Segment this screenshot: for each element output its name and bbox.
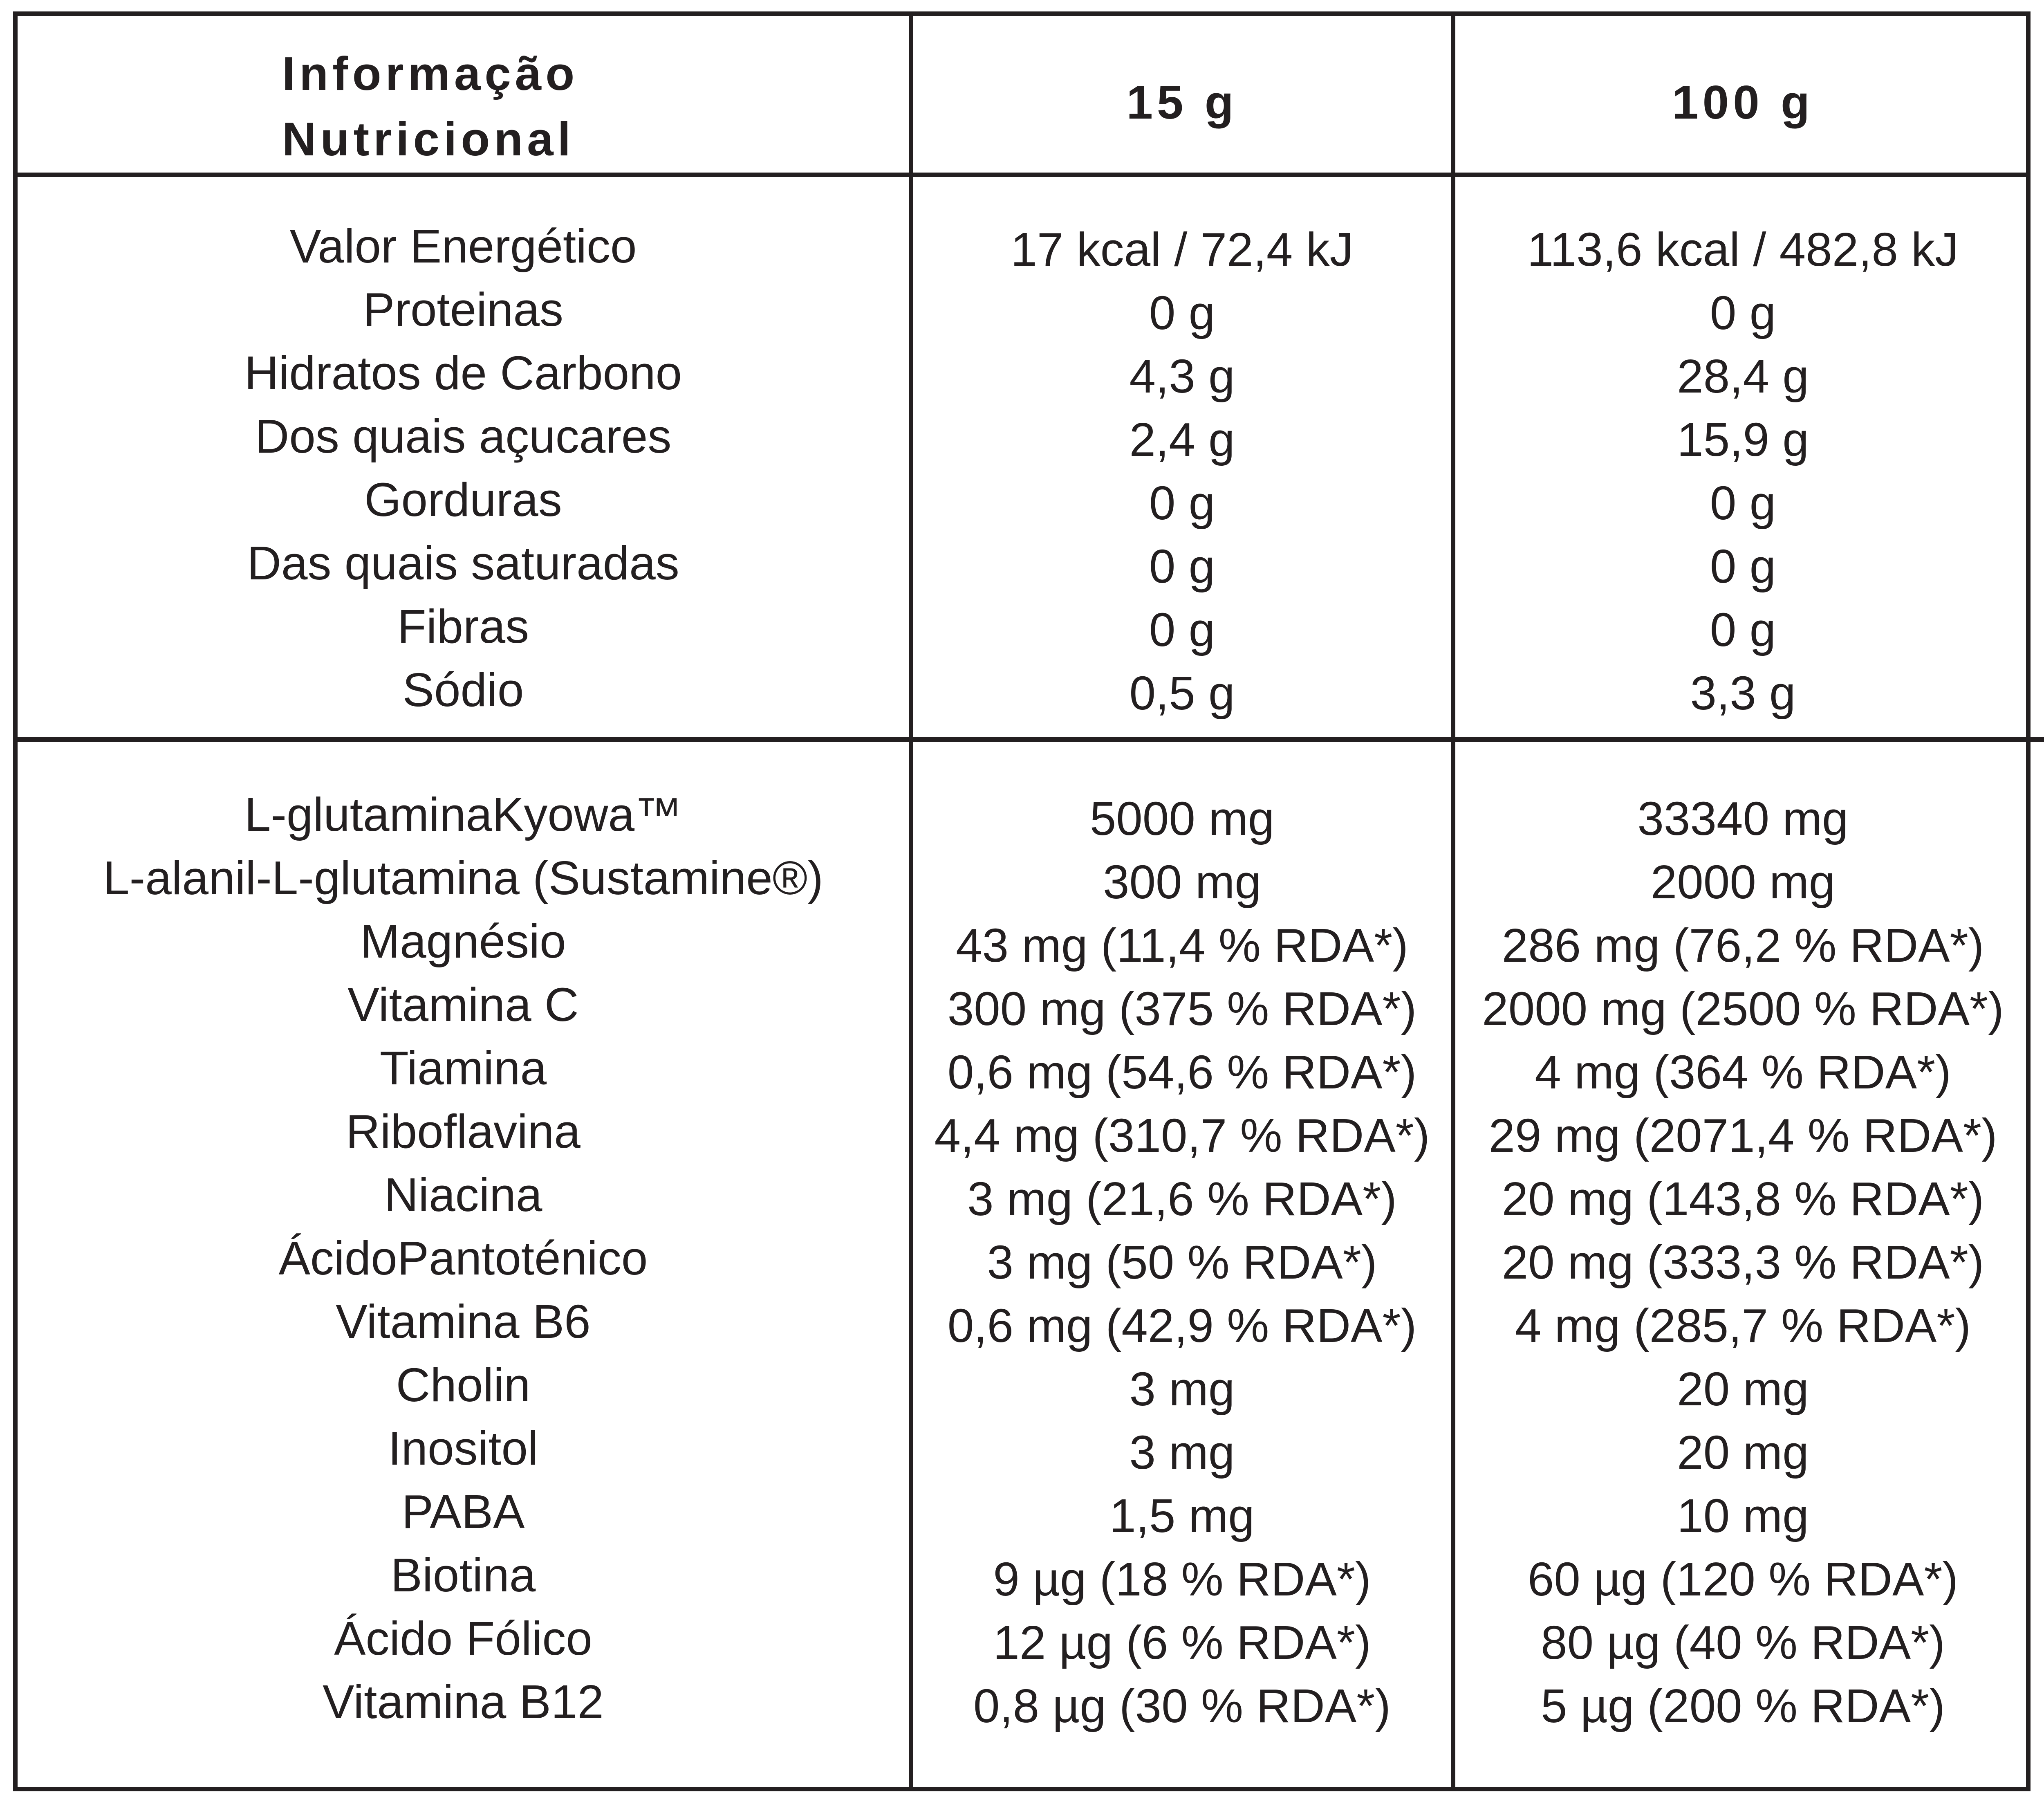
nutrient-value-100g: 4 mg (364 % RDA*) [1535, 1046, 1951, 1099]
nutrient-name: Gorduras [364, 473, 562, 526]
nutrient-value-15g: 17 kcal / 72,4 kJ [1011, 223, 1354, 276]
nutrient-name: Inositol [388, 1422, 538, 1475]
nutrient-value-15g: 3 mg [1129, 1362, 1235, 1416]
nutrient-value-100g: 20 mg (143,8 % RDA*) [1502, 1172, 1984, 1225]
nutrient-value-15g: 3 mg [1129, 1426, 1235, 1479]
nutrient-value-15g: 0 g [1149, 603, 1215, 656]
nutrient-name: Vitamina B12 [323, 1675, 604, 1728]
column-header-100g-label: 100 g [1672, 76, 1814, 129]
nutrient-name: Riboflavina [346, 1105, 580, 1158]
table-title-line2: Nutricional [282, 112, 575, 166]
nutrient-value-100g: 4 mg (285,7 % RDA*) [1515, 1299, 1971, 1352]
nutrient-value-100g: 0 g [1710, 286, 1776, 339]
nutrient-value-100g: 2000 mg [1650, 855, 1836, 909]
nutrient-value-15g: 0,5 g [1129, 666, 1235, 720]
column-divider-2 [1451, 11, 1455, 1791]
nutrient-value-15g: 0,6 mg (54,6 % RDA*) [947, 1046, 1417, 1099]
nutrient-value-15g: 4,4 mg (310,7 % RDA*) [934, 1109, 1430, 1162]
nutrient-value-100g: 20 mg (333,3 % RDA*) [1502, 1236, 1984, 1289]
nutrient-name: PABA [401, 1485, 525, 1538]
nutrient-value-15g: 4,3 g [1129, 350, 1235, 403]
nutrient-name: Vitamina B6 [336, 1295, 591, 1348]
nutrient-value-15g: 43 mg (11,4 % RDA*) [956, 919, 1408, 972]
nutrient-value-15g: 3 mg (21,6 % RDA*) [967, 1172, 1397, 1225]
nutrient-value-100g: 80 µg (40 % RDA*) [1541, 1616, 1945, 1669]
section2-nutrient-names [18, 783, 909, 1734]
nutrient-value-15g: 0 g [1149, 286, 1215, 339]
nutrient-name: Dos quais açucares [255, 410, 672, 463]
nutrient-value-100g: 15,9 g [1677, 413, 1809, 466]
table-title [282, 41, 854, 172]
column-header-15g [913, 70, 1451, 135]
section2-values-100g [1455, 787, 2031, 1738]
nutrient-value-100g: 0 g [1710, 603, 1776, 656]
nutrient-value-15g: 2,4 g [1129, 413, 1235, 466]
nutrient-value-15g: 9 µg (18 % RDA*) [993, 1553, 1371, 1606]
nutrient-value-15g: 300 mg [1103, 855, 1261, 909]
nutrient-value-100g: 10 mg [1677, 1489, 1809, 1542]
nutrient-name: Cholin [396, 1358, 531, 1411]
nutrient-name: Hidratos de Carbono [244, 346, 682, 399]
table-title-line1: Informação [282, 47, 579, 100]
section1-nutrient-names [18, 215, 909, 722]
nutrient-name: Magnésio [360, 915, 566, 968]
nutrient-name: Valor Energético [289, 220, 637, 273]
nutrient-name: Vitamina C [347, 978, 579, 1031]
nutrient-name: Biotina [390, 1548, 536, 1602]
section1-values-100g [1455, 218, 2031, 725]
section-divider [13, 737, 2044, 742]
nutrient-value-100g: 20 mg [1677, 1426, 1809, 1479]
nutrient-name: ÁcidoPantoténico [278, 1232, 648, 1285]
nutrient-name: Niacina [384, 1168, 542, 1221]
nutrient-name: L-alanil-L-glutamina (Sustamine®) [103, 851, 823, 904]
nutrient-value-100g: 2000 mg (2500 % RDA*) [1482, 982, 2004, 1035]
nutrient-value-15g: 0 g [1149, 476, 1215, 530]
nutrient-value-100g: 29 mg (2071,4 % RDA*) [1488, 1109, 1997, 1162]
nutrient-value-100g: 28,4 g [1677, 350, 1809, 403]
column-header-100g [1455, 70, 2031, 135]
nutrient-value-15g: 0,8 µg (30 % RDA*) [973, 1679, 1391, 1732]
header-divider [13, 173, 2031, 177]
nutrient-value-15g: 0 g [1149, 540, 1215, 593]
nutrient-name: Sódio [402, 663, 524, 716]
column-header-15g-label: 15 g [1126, 76, 1238, 129]
nutrient-value-15g: 1,5 mg [1109, 1489, 1255, 1542]
nutrient-value-100g: 60 µg (120 % RDA*) [1527, 1553, 1959, 1606]
column-divider-1 [909, 11, 913, 1791]
nutrient-name: Das quais saturadas [247, 536, 679, 590]
nutrient-name: L-glutaminaKyowa™ [244, 788, 682, 841]
nutrient-value-100g: 113,6 kcal / 482,8 kJ [1527, 223, 1959, 276]
nutrient-value-100g: 0 g [1710, 540, 1776, 593]
nutrient-value-100g: 5 µg (200 % RDA*) [1541, 1679, 1945, 1732]
nutrient-value-100g: 286 mg (76,2 % RDA*) [1502, 919, 1984, 972]
nutrient-value-100g: 3,3 g [1690, 666, 1796, 720]
nutrient-value-100g: 33340 mg [1637, 792, 1849, 845]
nutrient-value-15g: 3 mg (50 % RDA*) [987, 1236, 1377, 1289]
nutrient-value-100g: 20 mg [1677, 1362, 1809, 1416]
nutrient-name: Tiamina [379, 1041, 547, 1095]
nutrient-value-15g: 300 mg (375 % RDA*) [947, 982, 1417, 1035]
section2-values-15g [913, 787, 1451, 1738]
nutrient-name: Fibras [397, 600, 529, 653]
nutrient-name: Proteinas [363, 283, 564, 336]
nutrient-value-100g: 0 g [1710, 476, 1776, 530]
nutrient-name: Ácido Fólico [334, 1612, 592, 1665]
nutrient-value-15g: 5000 mg [1089, 792, 1275, 845]
section1-values-15g [913, 218, 1451, 725]
nutrient-value-15g: 12 µg (6 % RDA*) [993, 1616, 1371, 1669]
nutrient-value-15g: 0,6 mg (42,9 % RDA*) [947, 1299, 1417, 1352]
